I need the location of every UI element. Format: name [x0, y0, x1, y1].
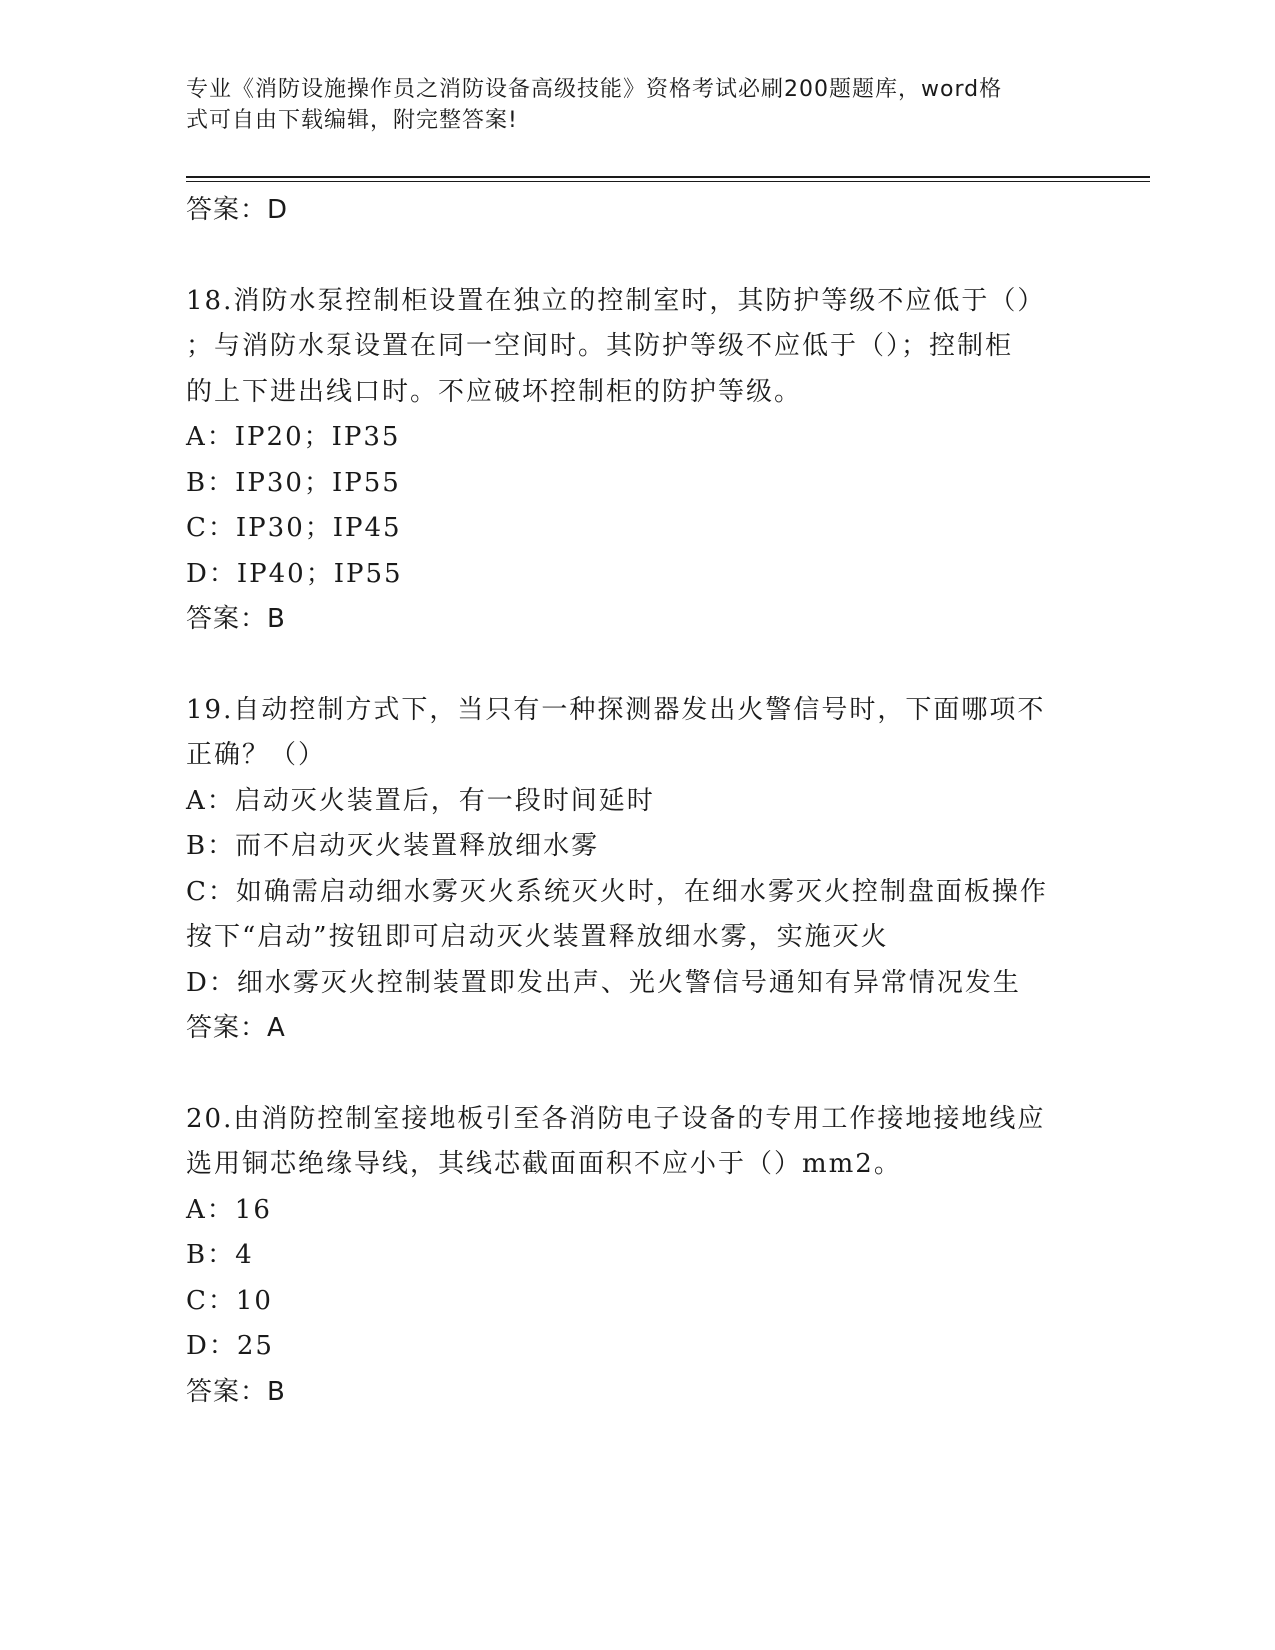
option-b: B：4: [186, 1240, 254, 1270]
option-c: C：IP30；IP45: [186, 513, 402, 543]
question-text-line: 正确？（）: [186, 740, 327, 770]
question-text-line: 20.由消防控制室接地板引至各消防电子设备的专用工作接地接地线应: [186, 1103, 1046, 1134]
spacer: [186, 643, 1076, 688]
header-divider-thick: [186, 176, 1150, 178]
question-text-line: 选用铜芯绝缘导线，其线芯截面面积不应小于（）mm2。: [186, 1149, 902, 1179]
header-divider-thin: [186, 181, 1150, 182]
option-b: B：而不启动灭火装置释放细水雾: [186, 831, 600, 861]
option-b: B：IP30；IP55: [186, 467, 401, 498]
page-header: [186, 74, 1066, 136]
option-a: A：16: [186, 1194, 272, 1225]
option-d: D：细水雾灭火控制装置即发出声、光火警信号通知有异常情况发生: [186, 967, 1021, 998]
question-20: [186, 1097, 1076, 1416]
question-19: [186, 688, 1076, 1052]
answer: 答案：B: [186, 1376, 286, 1407]
option-c: C：10: [186, 1285, 273, 1316]
header-line-2: 式可自由下载编辑，附完整答案!: [186, 108, 518, 133]
previous-answer: 答案：D: [186, 195, 289, 225]
header-line-1: 专业《消防设施操作员之消防设备高级技能》资格考试必刷200题题库，word格: [186, 77, 1003, 102]
option-c: C：如确需启动细水雾灭火系统灭火时，在细水雾灭火控制盘面板操作: [186, 876, 1048, 907]
spacer: [186, 1052, 1076, 1097]
option-d: D：25: [186, 1331, 274, 1361]
question-text-line: 19.自动控制方式下，当只有一种探测器发出火警信号时，下面哪项不: [186, 694, 1046, 725]
option-c-continued: 按下“启动”按钮即可启动灭火装置释放细水雾，实施灭火: [186, 922, 889, 952]
question-text-line: 的上下进出线口时。不应破坏控制柜的防护等级。: [186, 376, 803, 407]
question-list: [186, 188, 1076, 1415]
spacer: [186, 234, 1076, 279]
option-d: D：IP40；IP55: [186, 558, 403, 589]
answer: 答案：A: [186, 1013, 286, 1043]
question-18: [186, 279, 1076, 643]
option-a: A：启动灭火装置后，有一段时间延时: [186, 785, 655, 816]
question-text-line: ；与消防水泵设置在同一空间时。其防护等级不应低于（）；控制柜: [186, 331, 1014, 361]
option-a: A：IP20；IP35: [186, 422, 401, 452]
question-text-line: 18.消防水泵控制柜设置在独立的控制室时，其防护等级不应低于（）: [186, 285, 1046, 316]
answer: 答案：B: [186, 604, 286, 634]
